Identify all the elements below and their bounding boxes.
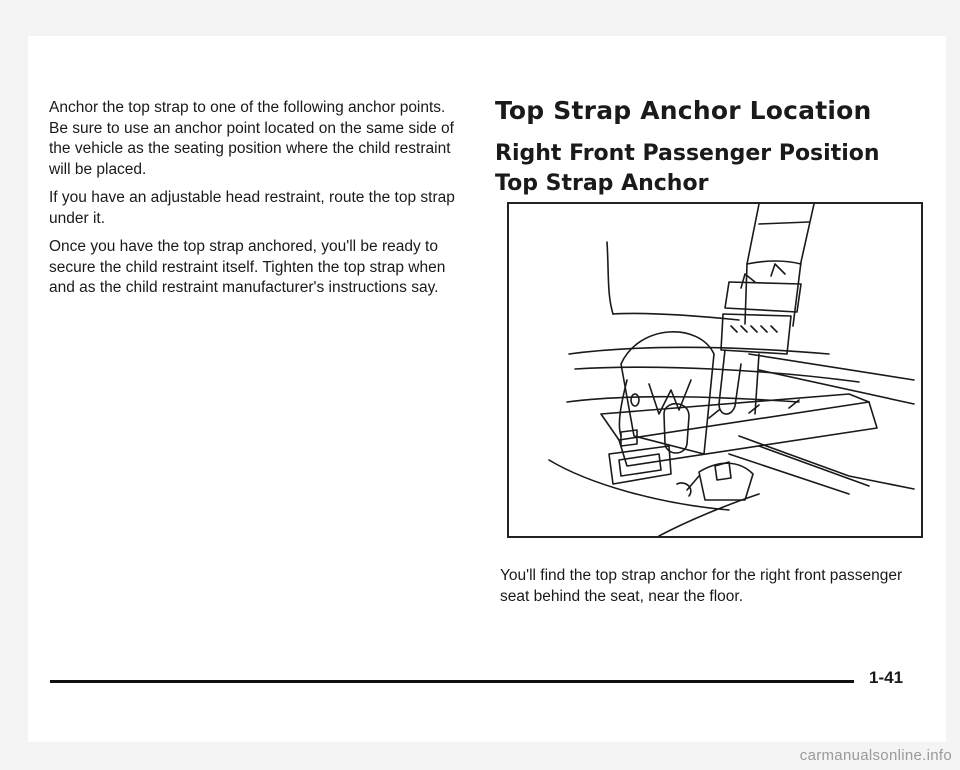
section-title: Top Strap Anchor Location bbox=[495, 96, 872, 125]
body-paragraph: Anchor the top strap to one of the following anchor points. Be sure to use an anchor point located on the same side of the vehicle as the seating position where the child restraint will be placed. bbox=[49, 99, 454, 178]
page-number: 1-41 bbox=[869, 668, 904, 687]
right-column bbox=[495, 96, 915, 199]
subsection-title: Right Front Passenger Position Top Strap Anchor bbox=[495, 141, 880, 196]
body-paragraph: If you have an adjustable head restraint, route the top strap under it. bbox=[49, 189, 455, 227]
body-paragraph: Once you have the top strap anchored, you'll be ready to secure the child restraint itself. Tighten the top strap when and as the child restraint manufacturer's instructions say. bbox=[49, 238, 446, 296]
figure-caption: You'll find the top strap anchor for the right front passenger seat behind the seat, near the floor. bbox=[500, 567, 903, 605]
watermark-text: carmanualsonline.info bbox=[799, 747, 952, 764]
anchor-illustration bbox=[507, 202, 923, 538]
footer-rule bbox=[50, 680, 854, 683]
left-column bbox=[49, 98, 459, 307]
